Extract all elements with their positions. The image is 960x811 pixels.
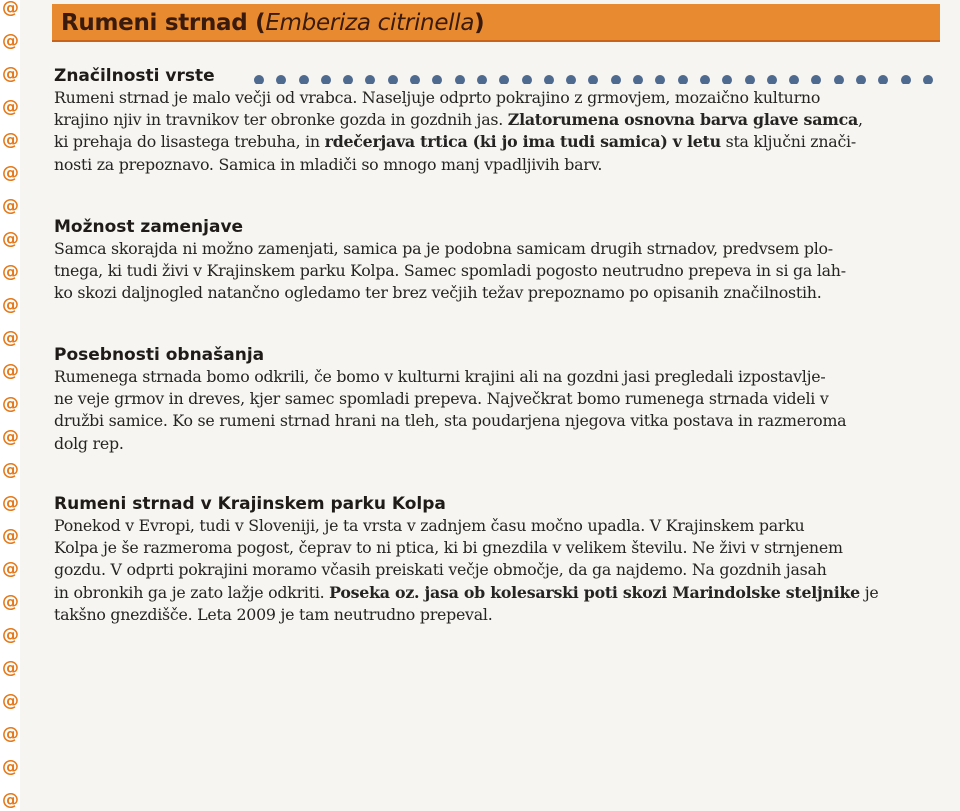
scroll-ornament-icon: @ bbox=[2, 559, 19, 579]
scroll-ornament-icon: @ bbox=[2, 31, 19, 51]
text-run: je bbox=[859, 582, 879, 602]
text-run: sta ključni znači- bbox=[720, 132, 856, 152]
text-line bbox=[54, 515, 944, 537]
scroll-ornament-icon: @ bbox=[2, 295, 19, 315]
text-line bbox=[54, 410, 944, 432]
scroll-ornament-icon: @ bbox=[2, 691, 19, 711]
scroll-ornament-icon: @ bbox=[2, 361, 19, 381]
text-run: in obronkih ga je zato lažje odkriti. bbox=[54, 582, 330, 602]
text-run: Samca skorajda ni možno zamenjati, samica pa je podobna samicam drugih strnadov, predvsem plo- bbox=[54, 239, 833, 258]
section-heading: Možnost zamenjave bbox=[54, 217, 244, 237]
title-latin-name: Emberiza citrinella bbox=[265, 10, 475, 36]
section-kolpa-park bbox=[54, 493, 944, 626]
section-heading: Rumeni strnad v Krajinskem parku Kolpa bbox=[54, 494, 446, 514]
scroll-ornament-icon: @ bbox=[2, 427, 19, 447]
text-line bbox=[54, 87, 944, 109]
scroll-ornament-icon: @ bbox=[2, 328, 19, 348]
title-bar bbox=[52, 4, 940, 42]
text-line bbox=[54, 260, 944, 282]
text-run: družbi samice. Ko se rumeni strnad hrani na tleh, sta poudarjena njegova vitka postava in razmeroma bbox=[54, 411, 847, 431]
text-run: nosti za prepoznavo. Samica in mladiči so mnogo manj vpadljivih barv. bbox=[54, 154, 603, 174]
text-line bbox=[54, 559, 944, 581]
title-paren-open: ( bbox=[247, 10, 266, 36]
bold-text: Zlatorumena osnovna barva glave samca bbox=[507, 110, 859, 130]
scroll-ornament-icon: @ bbox=[2, 625, 19, 645]
scroll-ornament-icon: @ bbox=[2, 64, 19, 84]
scroll-ornament-icon: @ bbox=[2, 493, 19, 513]
text-run: ne veje grmov in dreves, kjer samec spomladi prepeva. Največkrat bomo rumenega strnada videli v bbox=[54, 389, 829, 409]
text-line bbox=[54, 433, 944, 455]
text-line bbox=[54, 388, 944, 410]
section-body bbox=[54, 238, 944, 305]
scroll-ornament-icon: @ bbox=[2, 130, 19, 150]
title-main: Rumeni strnad bbox=[61, 10, 248, 36]
section-behaviour bbox=[54, 344, 944, 455]
section-characteristics bbox=[54, 65, 944, 176]
text-run: dolg rep. bbox=[54, 433, 124, 453]
text-line bbox=[54, 366, 944, 388]
scroll-ornament-icon: @ bbox=[2, 757, 19, 777]
bold-text: Poseka oz. jasa ob kolesarski poti skozi Marindolske steljnike bbox=[329, 582, 860, 602]
left-ornamental-border bbox=[0, 0, 20, 811]
section-body bbox=[54, 366, 944, 455]
scroll-ornament-icon: @ bbox=[2, 526, 19, 546]
text-run: tnega, ki tudi živi v Krajinskem parku Kolpa. Samec spomladi pogosto neutrudno prepeva in si ga lah- bbox=[54, 261, 846, 281]
text-line bbox=[54, 131, 944, 153]
scroll-ornament-icon: @ bbox=[2, 790, 19, 810]
text-run: , bbox=[858, 110, 863, 130]
scroll-ornament-icon: @ bbox=[2, 724, 19, 744]
scroll-ornament-icon: @ bbox=[2, 394, 19, 414]
text-run: Ponekod v Evropi, tudi v Sloveniji, je ta vrsta v zadnjem času močno upadla. V Krajinskem parku bbox=[54, 516, 805, 535]
title-paren-close: ) bbox=[474, 10, 485, 36]
text-run: Rumeni strnad je malo večji od vrabca. Naseljuje odprto pokrajino z grmovjem, mozaično kulturno bbox=[54, 88, 821, 107]
text-run: Rumenega strnada bomo odkrili, če bomo v kulturni krajini ali na gozdni jasi pregledali izpostavlje- bbox=[54, 367, 826, 386]
text-line bbox=[54, 154, 944, 176]
section-confusion bbox=[54, 216, 944, 305]
text-line bbox=[54, 282, 944, 304]
text-run: krajino njiv in travnikov ter obronke gozda in gozdnih jas. bbox=[54, 110, 508, 130]
section-body bbox=[54, 87, 944, 176]
scroll-ornament-icon: @ bbox=[2, 592, 19, 612]
scroll-ornament-icon: @ bbox=[2, 262, 19, 282]
scroll-ornament-icon: @ bbox=[2, 163, 19, 183]
text-line bbox=[54, 582, 944, 604]
bold-text: rdečerjava trtica (ki jo ima tudi samica) v letu bbox=[324, 132, 721, 152]
text-line bbox=[54, 537, 944, 559]
text-run: Kolpa je še razmeroma pogost, čeprav to ni ptica, ki bi gnezdila v velikem številu. Ne živi v strnjenem bbox=[54, 538, 843, 558]
scroll-ornament-icon: @ bbox=[2, 460, 19, 480]
section-heading: Značilnosti vrste bbox=[54, 66, 215, 86]
scroll-ornament-icon: @ bbox=[2, 658, 19, 678]
text-run: ko skozi daljnogled natančno ogledamo ter brez večjih težav prepoznamo po opisanih značilnostih. bbox=[54, 283, 822, 303]
section-body bbox=[54, 515, 944, 626]
section-heading: Posebnosti obnašanja bbox=[54, 345, 265, 365]
text-line bbox=[54, 109, 944, 131]
scroll-ornament-icon: @ bbox=[2, 229, 19, 249]
text-line bbox=[54, 238, 944, 260]
text-line bbox=[54, 604, 944, 626]
scroll-ornament-icon: @ bbox=[2, 0, 19, 18]
text-run: ki prehaja do lisastega trebuha, in bbox=[54, 132, 325, 152]
page-title bbox=[52, 4, 940, 42]
text-run: gozdu. V odprti pokrajini moramo včasih preiskati večje območje, da ga najdemo. Na gozdnih jasah bbox=[54, 560, 827, 580]
scroll-ornament-icon: @ bbox=[2, 97, 19, 117]
scroll-ornament-icon: @ bbox=[2, 196, 19, 216]
text-run: takšno gnezdišče. Leta 2009 je tam neutrudno prepeval. bbox=[54, 604, 493, 624]
